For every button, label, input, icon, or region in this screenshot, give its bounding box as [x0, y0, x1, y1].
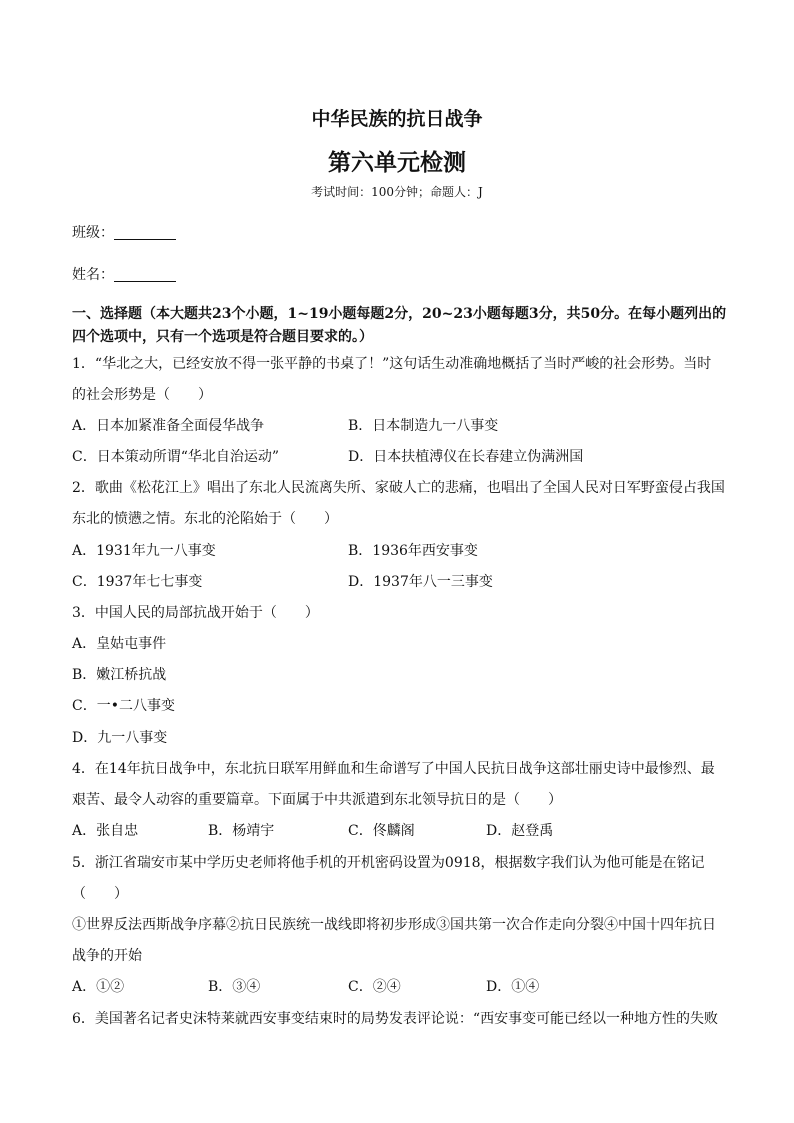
q2-stem-line1: 2．歌曲《松花江上》唱出了东北人民流离失所、家破人亡的悲痛，也唱出了全国人民对日军野蛮侵占我国: [72, 480, 725, 496]
q4-option-c: C．佟麟阁: [348, 823, 415, 839]
q1-option-a: A．日本加紧准备全面侵华战争: [72, 418, 265, 434]
q1-stem-line1: 1．“华北之大，已经安放不得一张平静的书桌了！”这句话生动准确地概括了当时严峻的社会形势。当时: [72, 356, 712, 372]
q3-option-d: D．九一八事变: [72, 730, 168, 746]
class-field: [72, 222, 176, 242]
q1-stem-line2: 的社会形势是（ ）: [72, 387, 212, 403]
q2-stem-line2: 东北的愤懑之情。东北的沦陷始于（ ）: [72, 511, 338, 527]
exam-subtitle: 第六单元检测: [328, 149, 466, 176]
exam-title: 中华民族的抗日战争: [311, 108, 483, 130]
q2-option-d: D．1937年八一三事变: [348, 574, 493, 590]
q5-stem-line2: （ ）: [72, 886, 128, 902]
q4-option-d: D．赵登禹: [486, 823, 554, 839]
q2-option-c: C．1937年七七事变: [72, 574, 203, 590]
q3-option-b: B．嫩江桥抗战: [72, 667, 167, 683]
q3-stem: 3．中国人民的局部抗战开始于（ ）: [72, 605, 319, 621]
q1-option-d: D．日本扶植溥仪在长春建立伪满洲国: [348, 449, 584, 465]
q3-option-c: C．一•二八事变: [72, 698, 175, 714]
q5-option-b: B．③④: [208, 979, 261, 995]
q5-stem-line3: ①世界反法西斯战争序幕②抗日民族统一战线即将初步形成③国共第一次合作走向分裂④中国十四年抗日: [72, 917, 716, 933]
q5-option-c: C．②④: [348, 979, 401, 995]
q6-stem-line1: 6．美国著名记者史沫特莱就西安事变结束时的局势发表评论说：“西安事变可能已经以一种地方性的失败: [72, 1011, 719, 1027]
q4-stem-line2: 艰苦、最令人动容的重要篇章。下面属于中共派遣到东北领导抗日的是（ ）: [72, 792, 562, 808]
section-title: 一、选择题（本大题共23个小题，1~19小题每题2分，20~23小题每题3分，共50分。在每小题列出的四个选项中，只有一个选项是符合题目要求的。）: [72, 306, 727, 345]
q4-option-a: A．张自忠: [72, 823, 139, 839]
name-field: [72, 264, 176, 284]
q3-option-a: A．皇姑屯事件: [72, 636, 167, 652]
q4-stem-line1: 4．在14年抗日战争中，东北抗日联军用鲜血和生命谱写了中国人民抗日战争这部壮丽史诗中最惨烈、最: [72, 761, 715, 777]
q4-option-b: B．杨靖宇: [208, 823, 275, 839]
class-blank: [114, 225, 176, 240]
q5-option-a: A．①②: [72, 979, 125, 995]
q5-stem-line1: 5．浙江省瑞安市某中学历史老师将他手机的开机密码设置为0918，根据数字我们认为他可能是在铭记: [72, 855, 705, 871]
q2-option-b: B．1936年西安事变: [348, 543, 478, 559]
exam-meta: 考试时间：100分钟；命题人：J: [311, 185, 483, 199]
class-label: 班级：: [72, 225, 114, 241]
q1-option-c: C．日本策动所谓“华北自治运动”: [72, 449, 280, 465]
q5-option-d: D．①④: [486, 979, 540, 995]
q2-option-a: A．1931年九一八事变: [72, 543, 216, 559]
q1-option-b: B．日本制造九一八事变: [348, 418, 499, 434]
q5-stem-line4: 战争的开始: [72, 948, 142, 964]
name-blank: [114, 267, 176, 282]
name-label: 姓名：: [72, 267, 114, 283]
